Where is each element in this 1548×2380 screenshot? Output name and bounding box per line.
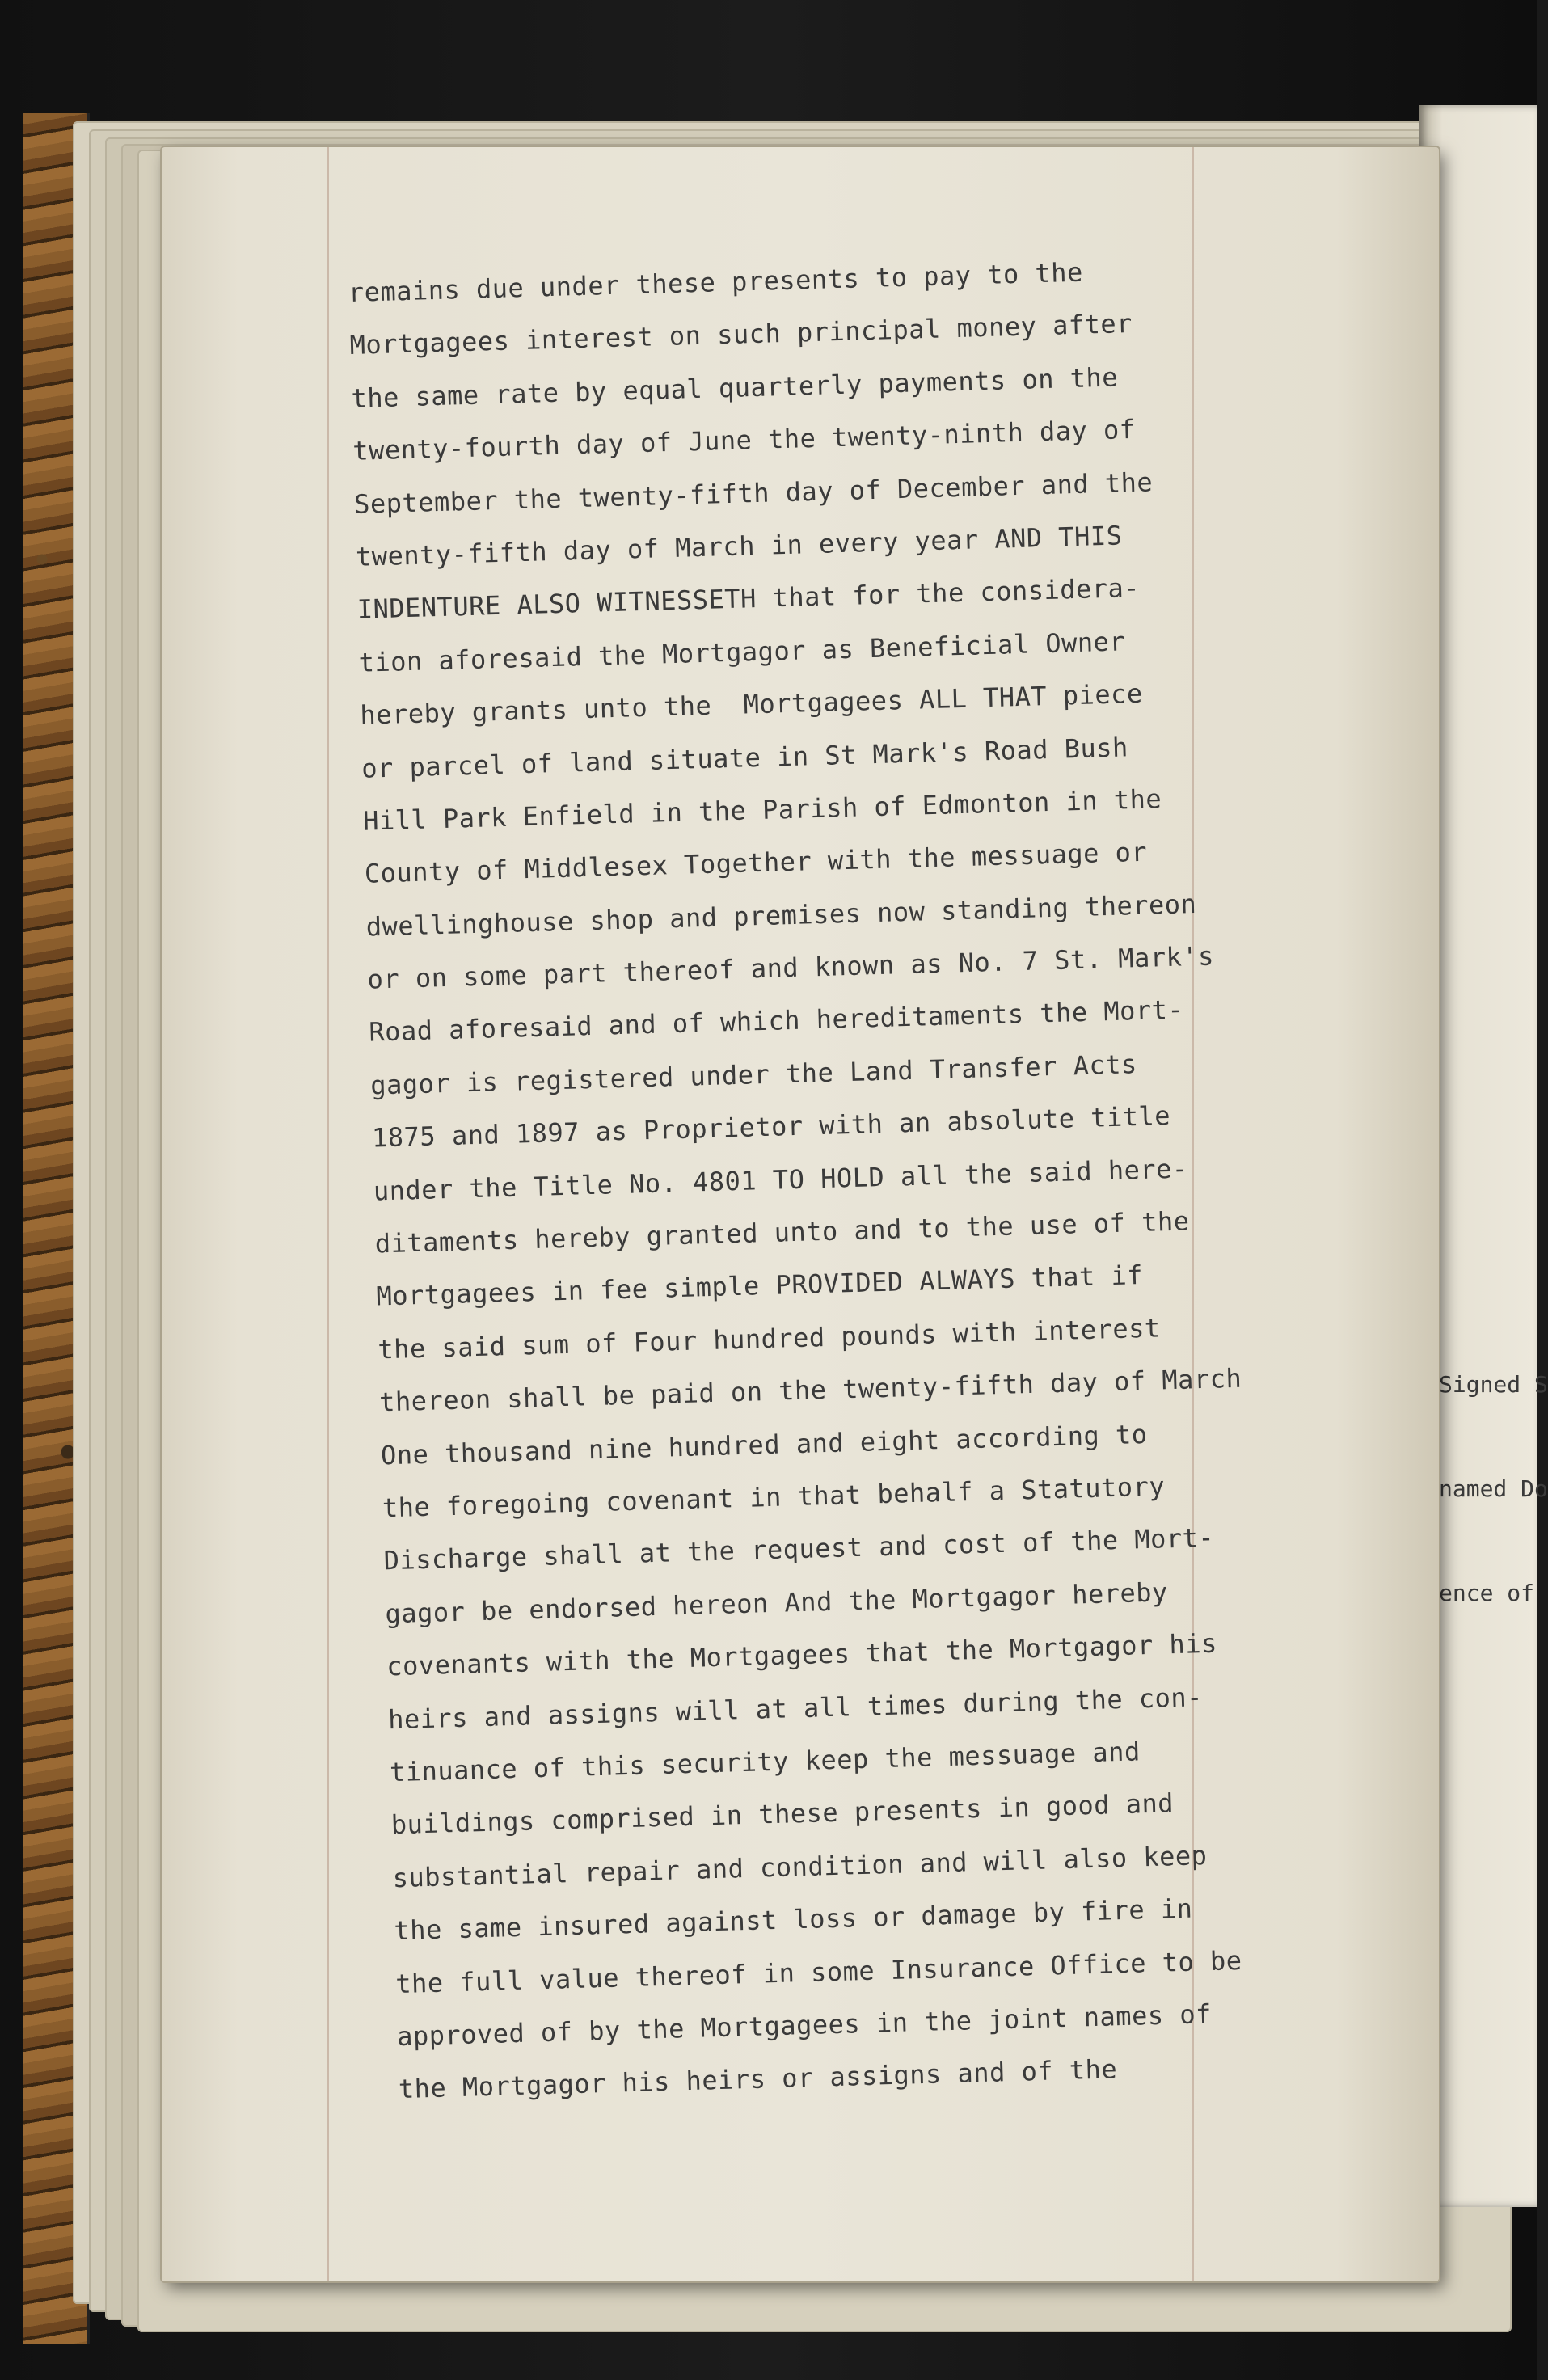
text-line: the Mortgagor his heirs or assigns and of the (398, 2053, 1118, 2105)
text-line: 1875 and 1897 as Proprietor with an absolute title (371, 1100, 1171, 1154)
text-line: tion aforesaid the Mortgagor as Beneficial Owner (358, 626, 1126, 678)
text-line: Mortgagees in fee simple PROVIDED ALWAYS that if (376, 1260, 1144, 1312)
text-line: dwellinghouse shop and premises now standing thereon (365, 888, 1197, 943)
typed-text-body (348, 239, 1377, 2116)
facing-line: ence of (1439, 1580, 1535, 1606)
text-line: covenants with the Mortgagees that the Mortgagor his (386, 1627, 1218, 1682)
text-line: Mortgagees interest on such principal money after (349, 308, 1133, 361)
text-line: buildings comprised in these presents in good and (390, 1787, 1175, 1841)
text-line: or parcel of land situate in St Mark's Road Bush (361, 731, 1129, 784)
text-line: hereby grants unto the Mortgagees ALL THAT piece (359, 677, 1144, 731)
text-line: ditaments hereby granted unto and to the use of the (374, 1205, 1190, 1260)
facing-line: named Do (1439, 1475, 1548, 1502)
text-line: twenty-fourth day of June the twenty-ninth day of (352, 414, 1137, 467)
text-line: gagor be endorsed hereon And the Mortgagor hereby (385, 1576, 1169, 1630)
text-line: the same rate by equal quarterly payments on the (351, 361, 1119, 414)
text-line: approved of by the Mortgagees in the joint names of (396, 1998, 1213, 2053)
text-line: County of Middlesex Together with the messuage or (364, 836, 1148, 889)
text-line: Road aforesaid and of which hereditaments the Mort- (368, 994, 1184, 1049)
text-line: twenty-fifth day of March in every year AND THIS (355, 520, 1123, 572)
text-line: heirs and assigns will at all times during the con- (387, 1681, 1204, 1735)
text-line: the same insured against loss or damage by fire in (393, 1893, 1193, 1947)
facing-page-text (1439, 1306, 1548, 1645)
text-line: September the twenty-fifth day of December and the (353, 466, 1154, 520)
text-line: the foregoing covenant in that behalf a Statutory (382, 1471, 1166, 1524)
text-line: One thousand nine hundred and eight according to (380, 1418, 1148, 1471)
text-line: Hill Park Enfield in the Parish of Edmonton in the (362, 783, 1162, 837)
text-line: remains due under these presents to pay to the (348, 256, 1084, 308)
text-line: gagor is registered under the Land Transfer Acts (369, 1048, 1138, 1101)
text-line: or on some part thereof and known as No. 7 St. Mark's (367, 940, 1215, 995)
facing-line: Signed S (1439, 1371, 1548, 1398)
left-margin-rule (327, 147, 329, 2281)
text-line: INDENTURE ALSO WITNESSETH that for the considera- (356, 572, 1141, 626)
text-line: the said sum of Four hundred pounds with interest (377, 1312, 1162, 1365)
text-line: Discharge shall at the request and cost of the Mort- (383, 1522, 1215, 1576)
text-line: under the Title No. 4801 TO HOLD all the said here- (373, 1153, 1189, 1207)
text-line: substantial repair and condition and will also keep (392, 1839, 1208, 1893)
text-line: thereon shall be paid on the twenty-fifth day of March (378, 1362, 1242, 1418)
text-line: tinuance of this security keep the messuage and (389, 1736, 1141, 1788)
text-line: the full value thereof in some Insurance Office to be (394, 1944, 1243, 1999)
